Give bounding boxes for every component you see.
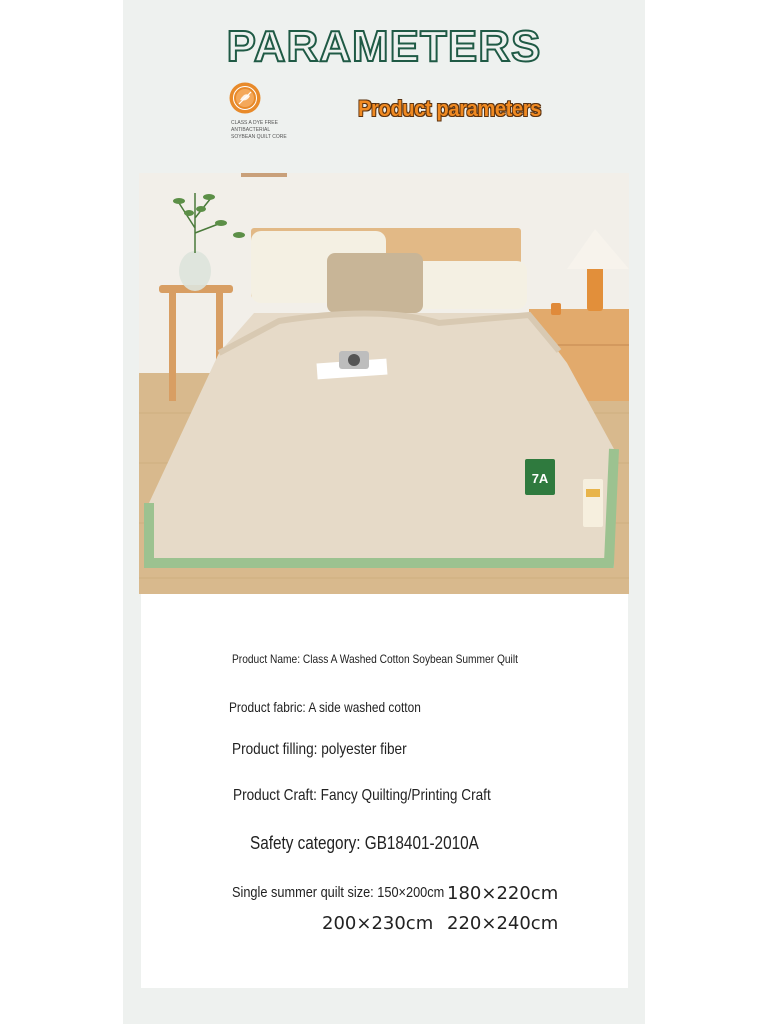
product-photo <box>139 173 629 594</box>
page-title: PARAMETERS <box>226 22 542 71</box>
product-name: Product Name: Class A Washed Cotton Soybean Summer Quilt <box>232 652 518 666</box>
certification-badge-icon <box>229 82 261 114</box>
product-craft: Product Craft: Fancy Quilting/Printing Craft <box>233 787 491 804</box>
size-option: 220×240cm <box>447 913 559 934</box>
badge-caption <box>231 120 311 141</box>
badge-line: CLASS A DYE FREE <box>231 120 278 126</box>
product-safety: Safety category: GB18401-2010A <box>250 833 479 853</box>
quilt-tag-label: 7A <box>531 471 549 486</box>
product-fabric: Product fabric: A side washed cotton <box>229 699 421 715</box>
badge-line: SOYBEAN QUILT CORE <box>231 134 287 140</box>
size-option: 180×220cm <box>447 883 559 904</box>
size-option: 200×230cm <box>322 913 434 934</box>
product-size-label: Single summer quilt size: 150×200cm <box>232 884 445 901</box>
section-subtitle: Product parameters <box>358 96 541 121</box>
product-filling: Product filling: polyester fiber <box>232 741 407 758</box>
badge-line: ANTIBACTERIAL <box>231 127 271 133</box>
